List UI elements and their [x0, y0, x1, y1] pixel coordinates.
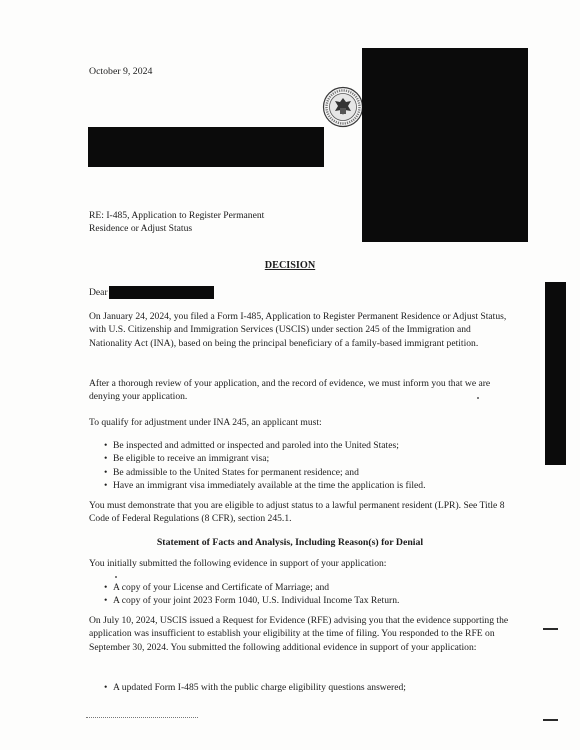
subject-line-1: RE: I-485, Application to Register Permanent — [89, 210, 265, 221]
scan-speck — [477, 397, 479, 399]
subject-line — [89, 209, 319, 236]
additional-evidence-list — [104, 681, 524, 694]
list-item: • Be inspected and admitted or inspected and paroled into the United States; — [104, 439, 524, 452]
redacted-name — [109, 286, 214, 299]
list-item: • A copy of your joint 2023 Form 1040, U.S. Individual Income Tax Return. — [104, 594, 524, 607]
requirements-list — [104, 439, 524, 493]
paragraph-rfe: On July 10, 2024, USCIS issued a Request for Evidence (RFE) advising you that the evidence supporting the application was insufficient to establish your eligibility at the time of filing. You responded to the RFE on September 30, 2024. You submitted the following additional evidence in support of your application: — [89, 615, 509, 653]
scan-edge-bar — [545, 282, 566, 465]
salutation: Dear — [89, 287, 108, 298]
paragraph-denial: After a thorough review of your application, and the record of evidence, we must inform you that we are denying your application. — [89, 378, 491, 403]
scan-dotted-line — [86, 717, 198, 718]
scan-edge-mark — [543, 719, 558, 721]
initial-evidence-list — [104, 581, 524, 608]
section-heading: Statement of Facts and Analysis, Including Reason(s) for Denial — [156, 537, 424, 548]
subject-line-2: Residence or Adjust Status — [89, 223, 193, 235]
dhs-seal-icon — [322, 86, 364, 128]
paragraph-initial-evidence: You initially submitted the following evidence in support of your application: — [89, 558, 387, 569]
decision-title: DECISION — [264, 260, 316, 271]
list-item: • Be eligible to receive an immigrant visa; — [104, 452, 524, 465]
scan-speck — [115, 576, 117, 578]
redacted-header-info — [362, 48, 528, 242]
list-item: • A copy of your License and Certificate of Marriage; and — [104, 581, 524, 594]
list-item: • Have an immigrant visa immediately available at the time the application is filed. — [104, 479, 524, 492]
list-item: • A updated Form I-485 with the public charge eligibility questions answered; — [104, 681, 524, 694]
paragraph-eligibility: You must demonstrate that you are eligible to adjust status to a lawful permanent resident (LPR). See Title 8 Code of Federal Regulations (8 CFR), section 245.1. — [89, 500, 505, 525]
letter-date: October 9, 2024 — [89, 66, 153, 77]
redacted-address — [88, 127, 324, 167]
scan-edge-mark — [543, 628, 558, 630]
paragraph-filing: On January 24, 2024, you filed a Form I-485, Application to Register Permanent Residence or Adjust Status, with U.S. Citizenship and Immigration Services (USCIS) under section 245 of the Immigration and Nationality Act (INA), based on being the principal beneficiary of a family-based immigrant petition. — [89, 311, 507, 349]
list-item: • Be admissible to the United States for permanent residence; and — [104, 466, 524, 479]
paragraph-requirements-intro: To qualify for adjustment under INA 245, an applicant must: — [89, 417, 322, 428]
